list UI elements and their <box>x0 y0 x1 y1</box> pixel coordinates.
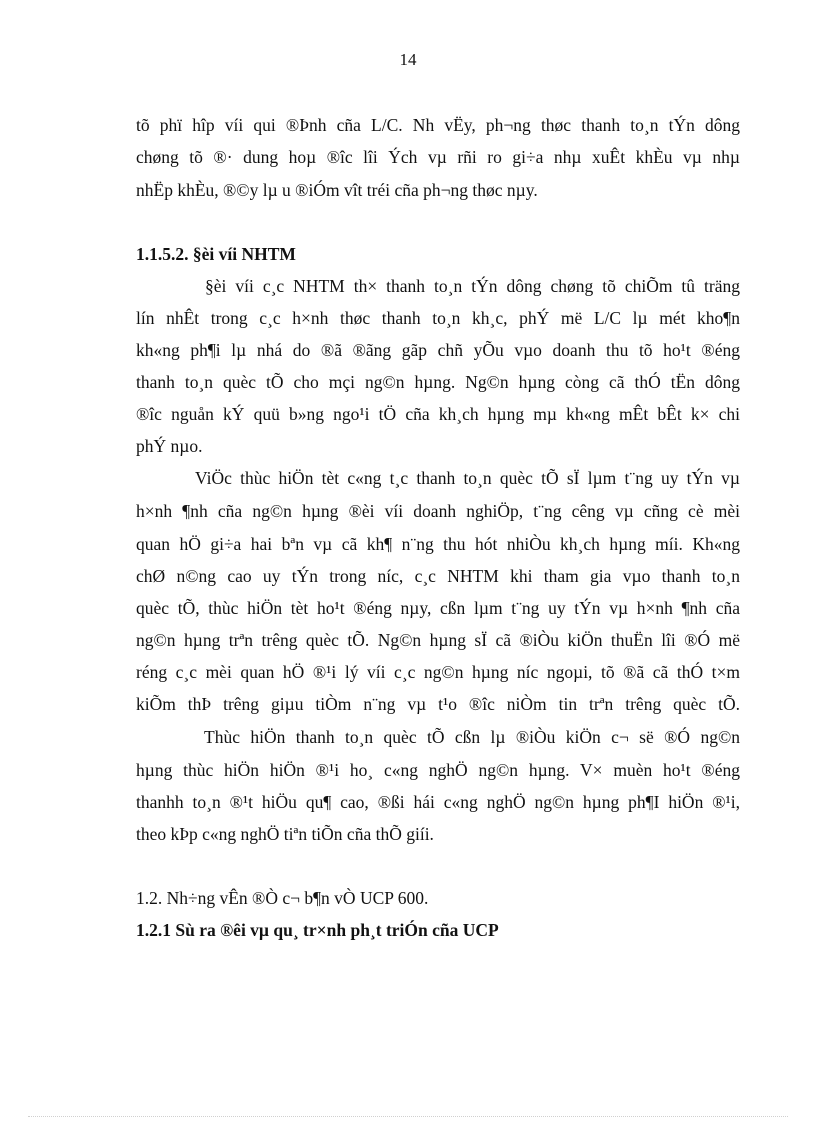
paragraph-line: Thùc hiÖn thanh to¸n quèc tÕ cßn lµ ®iÒu kiÖn c¬ së ®Ó ng©n <box>204 727 740 747</box>
paragraph-line: quèc tÕ, thùc hiÖn tèt ho¹t ®éng nµy, cßn lµm t¨ng uy tÝn vµ h×nh ¶nh cña <box>136 598 740 618</box>
paragraph-line: ®îc nguån kÝ quü b»ng ngo¹i tÖ cña kh¸ch hµng mµ kh«ng mÊt bÊt k× chi <box>136 404 740 424</box>
paragraph-line: thanhh to¸n ®¹t hiÖu qu¶ cao, ®ßi hái c«ng nghÖ ng©n hµng ph¶I hiÖn ®¹i, <box>136 792 740 812</box>
paragraph-line: theo kÞp c«ng nghÖ tiªn tiÕn cña thÕ giíi. <box>136 824 434 844</box>
paragraph-line: ViÖc thùc hiÖn tèt c«ng t¸c thanh to¸n quèc tÕ sÏ lµm t¨ng uy tÝn vµ <box>195 468 740 488</box>
paragraph-line: chøng tõ ®· dung hoµ ®îc lîi Ých vµ rñi ro gi÷a nhµ xuÊt khÈu vµ nhµ <box>136 147 740 167</box>
page-number: 14 <box>399 50 417 69</box>
paragraph-line: tõ phï hîp víi qui ®Þnh cña L/C. Nh vËy, ph¬ng thøc thanh to¸n tÝn dông <box>136 115 740 135</box>
paragraph-line: §èi víi c¸c NHTM th× thanh to¸n tÝn dông chøng tõ chiÕm tû träng <box>205 276 740 296</box>
paragraph-line: lín nhÊt trong c¸c h×nh thøc thanh to¸n kh¸c, phÝ më L/C lµ mét kho¶n <box>136 308 740 328</box>
subsection-heading: 1.2.1 Sù ra ®êi vµ qu¸ tr×nh ph¸t triÓn cña UCP <box>136 920 499 940</box>
paragraph-line: h×nh ¶nh cña ng©n hµng ®èi víi doanh nghiÖp, t¨ng cêng vµ cñng cè mèi <box>136 501 740 521</box>
paragraph-line: hµng thùc hiÖn hiÖn ®¹i ho¸ c«ng nghÖ ng©n hµng. V× muèn ho¹t ®éng <box>136 760 740 780</box>
paragraph-line: quan hÖ gi÷a hai bªn vµ cã kh¶ n¨ng thu hót nhiÒu kh¸ch hµng míi. Kh«ng <box>136 534 740 554</box>
paragraph-line: thanh to¸n quèc tÕ cho mçi ng©n hµng. Ng©n hµng còng cã thÓ tËn dông <box>136 372 740 392</box>
paragraph-line: réng c¸c mèi quan hÖ ®¹i lý víi c¸c ng©n hµng níc ngoµi, tõ ®ã cã thÓ t×m <box>136 662 740 682</box>
section-heading: 1.2. Nh÷ng vÊn ®Ò c¬ b¶n vÒ UCP 600. <box>136 888 429 908</box>
paragraph-line: chØ n©ng cao uy tÝn trong níc, c¸c NHTM khi tham gia vµo thanh to¸n <box>136 566 740 586</box>
paragraph-line: nhËp khÈu, ®©y lµ u ®iÓm vît tréi cña ph¬ng thøc nµy. <box>136 180 538 200</box>
paragraph-line: phÝ nµo. <box>136 436 203 456</box>
page-bottom-divider <box>28 1116 788 1117</box>
section-heading: 1.1.5.2. §èi víi NHTM <box>136 244 296 264</box>
paragraph-line: ng©n hµng trªn trêng quèc tÕ. Ng©n hµng sÏ cã ®iÒu kiÖn thuËn lîi ®Ó më <box>136 630 740 650</box>
paragraph-line: kh«ng ph¶i lµ nhá do ®ã ®ãng gãp chñ yÕu vµo doanh thu tõ ho¹t ®éng <box>136 340 740 360</box>
paragraph-line: kiÕm thÞ trêng giµu tiÒm n¨ng vµ t¹o ®îc niÒm tin trªn trêng quèc tÕ. <box>136 694 740 714</box>
